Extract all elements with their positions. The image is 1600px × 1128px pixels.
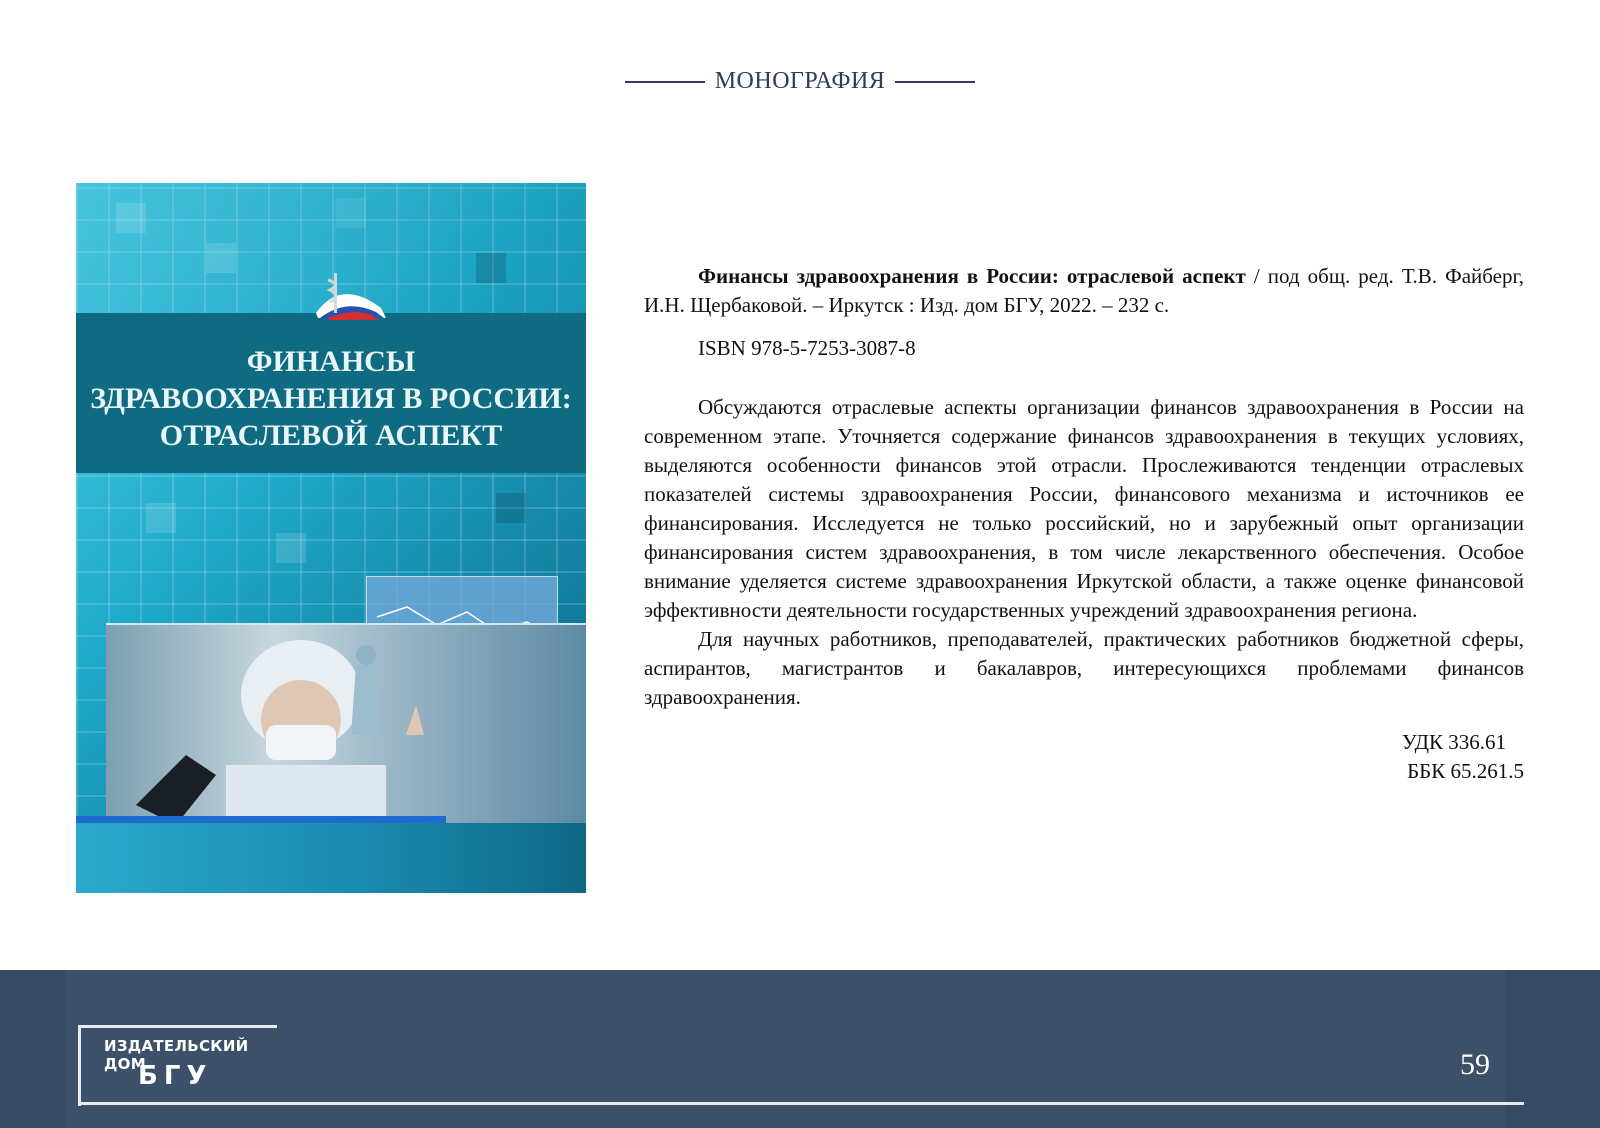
page-number: 59 <box>1460 1048 1490 1081</box>
cover-emblem-icon <box>306 268 396 323</box>
cover-bottom-tiles <box>76 823 586 893</box>
annotation: Обсуждаются отраслевые аспекты организации финансов здравоохранения в России на современном этапе. Уточняется содержание финансов здравоохранения в текущих условиях, выделяются особенности финансов этой отрасли. Прослеживаются тенденции отраслевых показателей системы здравоохранения России, финансового механизма и источников ее финансирования. Исследуется не только российский, но и зарубежный опыт организации финансирования систем здравоохранения, в том числе лекарственного обеспечения. Особое внимание уделяется системе здравоохранения Иркутской области, а также оценке финансовой эффективности деятельности государственных учреждений здравоохранения региона. <box>644 395 1524 622</box>
udk-code: УДК 336.61 <box>1401 730 1506 754</box>
footer-rule <box>78 1102 1524 1105</box>
classification-codes <box>644 728 1524 786</box>
section-header <box>0 68 1600 95</box>
section-title: МОНОГРАФИЯ <box>714 68 886 94</box>
audience: Для научных работников, преподавателей, практических работников бюджетной сферы, аспирантов, магистрантов и бакалавров, интересующихся проблемами финансов здравоохранения. <box>644 627 1524 709</box>
cover-title-line: ФИНАНСЫ <box>246 345 416 378</box>
isbn: ISBN 978-5-7253-3087-8 <box>698 336 916 360</box>
cover-title-line: ОТРАСЛЕВОЙ АСПЕКТ <box>159 419 503 452</box>
cover-title <box>76 343 586 454</box>
header-rule-left <box>625 81 705 83</box>
publisher-logo <box>78 1025 276 1107</box>
bibliographic-record <box>644 262 1524 320</box>
cover-photo <box>106 623 586 825</box>
header-rule-right <box>895 81 975 83</box>
book-cover <box>76 183 586 893</box>
logo-text-line2: БГУ <box>138 1061 213 1091</box>
footer <box>0 970 1600 1128</box>
book-description <box>644 262 1524 786</box>
book-imprint: / под общ. ред. Т.В. Файберг, И.Н. Щербаковой. – Иркутск : Изд. дом БГУ, 2022. – 232 с. <box>644 264 1524 317</box>
book-title: Финансы здравоохранения в России: отраслевой аспект <box>698 264 1246 288</box>
cover-title-line: ЗДРАВООХРАНЕНИЯ В РОССИИ: <box>90 382 572 415</box>
bbk-code: ББК 65.261.5 <box>1407 759 1524 783</box>
logo-text-line1: ИЗДАТЕЛЬСКИЙ ДОМ <box>104 1037 249 1073</box>
